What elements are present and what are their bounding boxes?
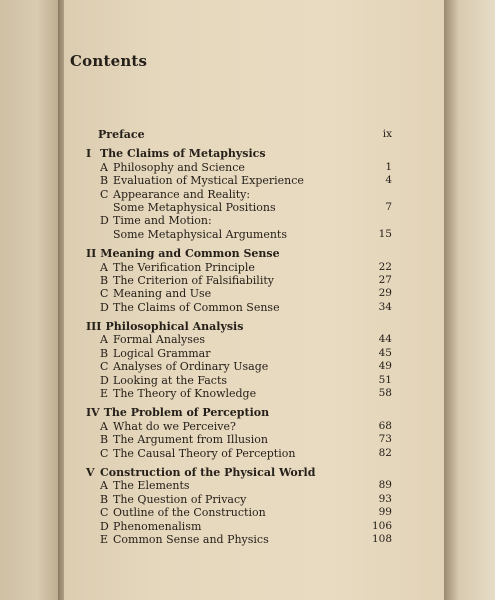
facing-page: [0, 0, 62, 600]
entry-title: Meaning and Use: [113, 287, 212, 301]
entry-letter: E: [100, 387, 109, 401]
entry-letter: B: [100, 273, 109, 287]
entry-page-number: 7: [385, 200, 392, 213]
part-numeral: V: [86, 465, 95, 479]
part-title: The Problem of Perception: [103, 406, 270, 420]
entry-title: Philosophy and Science: [113, 160, 245, 174]
entry-page-number: 15: [378, 227, 392, 240]
entry-letter: B: [100, 346, 109, 360]
entry-page-number: 1: [385, 160, 392, 173]
entry-title: Formal Analyses: [113, 333, 206, 347]
toc-entry: [64, 214, 444, 227]
entry-title: Appearance and Reality:: [113, 187, 251, 201]
entry-letter: C: [100, 187, 109, 201]
entry-page-number: 45: [378, 346, 392, 359]
entry-title: The Criterion of Falsifiability: [113, 273, 274, 287]
page-title: Contents: [70, 52, 148, 70]
toc-entry: [64, 333, 444, 346]
entry-letter: A: [100, 333, 108, 347]
entry-letter: E: [100, 532, 109, 546]
toc-entry-continuation: [64, 201, 444, 214]
entry-title: The Elements: [113, 479, 190, 493]
toc-entry: [64, 161, 444, 174]
toc-entry: [64, 374, 444, 387]
entry-letter: D: [100, 214, 109, 228]
entry-page-number: 4: [385, 174, 392, 187]
toc-entry: [64, 274, 444, 287]
part-numeral: IV: [86, 406, 100, 420]
entry-title: Looking at the Facts: [113, 373, 228, 387]
part-title: Philosophical Analysis: [105, 320, 244, 334]
toc-part-heading: [64, 466, 444, 479]
entry-title: Outline of the Construction: [113, 506, 266, 520]
part-numeral: III: [86, 320, 102, 334]
toc-part-heading: [64, 406, 444, 419]
entry-page-number: 106: [371, 519, 392, 532]
entry-title: Logical Grammar: [113, 346, 211, 360]
toc-entry: [64, 520, 444, 533]
table-of-contents: [64, 128, 444, 546]
contents-page: [64, 0, 444, 600]
entry-letter: A: [100, 479, 108, 493]
entry-page-number: 108: [371, 532, 392, 545]
entry-letter: B: [100, 492, 109, 506]
entry-page-number: 58: [378, 387, 392, 400]
entry-letter: D: [100, 373, 109, 387]
preface-label: Preface: [98, 128, 145, 141]
page-edge: [444, 0, 495, 600]
entry-title: The Question of Privacy: [113, 492, 247, 506]
entry-title: The Claims of Common Sense: [113, 300, 280, 314]
entry-title: What do we Perceive?: [113, 419, 236, 433]
part-title: Meaning and Common Sense: [100, 247, 280, 261]
entry-letter: C: [100, 360, 109, 374]
entry-title: Phenomenalism: [113, 519, 202, 533]
entry-page-number: 89: [378, 479, 392, 492]
entry-letter: A: [100, 260, 108, 274]
entry-title: Common Sense and Physics: [113, 532, 269, 546]
entry-page-number: 22: [378, 260, 392, 273]
entry-title: The Theory of Knowledge: [113, 387, 257, 401]
entry-letter: D: [100, 519, 109, 533]
entry-subtitle: Some Metaphysical Arguments: [113, 227, 288, 241]
preface-page: ix: [382, 128, 392, 140]
entry-page-number: 27: [378, 273, 392, 286]
toc-entry: [64, 420, 444, 433]
entry-letter: A: [100, 419, 108, 433]
part-title: The Claims of Metaphysics: [100, 147, 266, 161]
entry-title: The Causal Theory of Perception: [113, 446, 296, 460]
entry-title: Time and Motion:: [113, 214, 212, 228]
entry-title: Analyses of Ordinary Usage: [113, 360, 269, 374]
part-title: Construction of the Physical World: [100, 465, 316, 479]
toc-entry: [64, 347, 444, 360]
toc-entry: [64, 493, 444, 506]
toc-entry: [64, 447, 444, 460]
entry-title: The Verification Principle: [113, 260, 255, 274]
entry-page-number: 44: [378, 333, 392, 346]
entry-title: The Argument from Illusion: [113, 433, 268, 447]
entry-letter: A: [100, 160, 108, 174]
entry-page-number: 29: [378, 287, 392, 300]
toc-parts: [64, 147, 444, 546]
toc-entry: [64, 301, 444, 314]
toc-preface: [64, 128, 444, 141]
toc-part-heading: [64, 247, 444, 260]
entry-page-number: 73: [378, 433, 392, 446]
entry-page-number: 34: [378, 300, 392, 313]
part-numeral: II: [86, 247, 97, 261]
entry-page-number: 99: [378, 506, 392, 519]
toc-entry: [64, 433, 444, 446]
toc-entry: [64, 261, 444, 274]
toc-entry: [64, 479, 444, 492]
toc-part-heading: [64, 147, 444, 160]
toc-entry-continuation: [64, 228, 444, 241]
entry-letter: C: [100, 506, 109, 520]
entry-letter: B: [100, 174, 109, 188]
toc-entry: [64, 533, 444, 546]
entry-page-number: 82: [378, 446, 392, 459]
toc-entry: [64, 287, 444, 300]
entry-letter: C: [100, 287, 109, 301]
part-numeral: I: [86, 147, 92, 161]
toc-entry: [64, 174, 444, 187]
toc-entry: [64, 188, 444, 201]
entry-subtitle: Some Metaphysical Positions: [113, 200, 276, 214]
entry-page-number: 51: [378, 373, 392, 386]
entry-letter: C: [100, 446, 109, 460]
toc-entry: [64, 387, 444, 400]
entry-title: Evaluation of Mystical Experience: [113, 174, 304, 188]
entry-page-number: 49: [378, 360, 392, 373]
entry-page-number: 93: [378, 492, 392, 505]
entry-page-number: 68: [378, 419, 392, 432]
toc-part-heading: [64, 320, 444, 333]
toc-entry: [64, 506, 444, 519]
entry-letter: D: [100, 300, 109, 314]
toc-entry: [64, 360, 444, 373]
entry-letter: B: [100, 433, 109, 447]
